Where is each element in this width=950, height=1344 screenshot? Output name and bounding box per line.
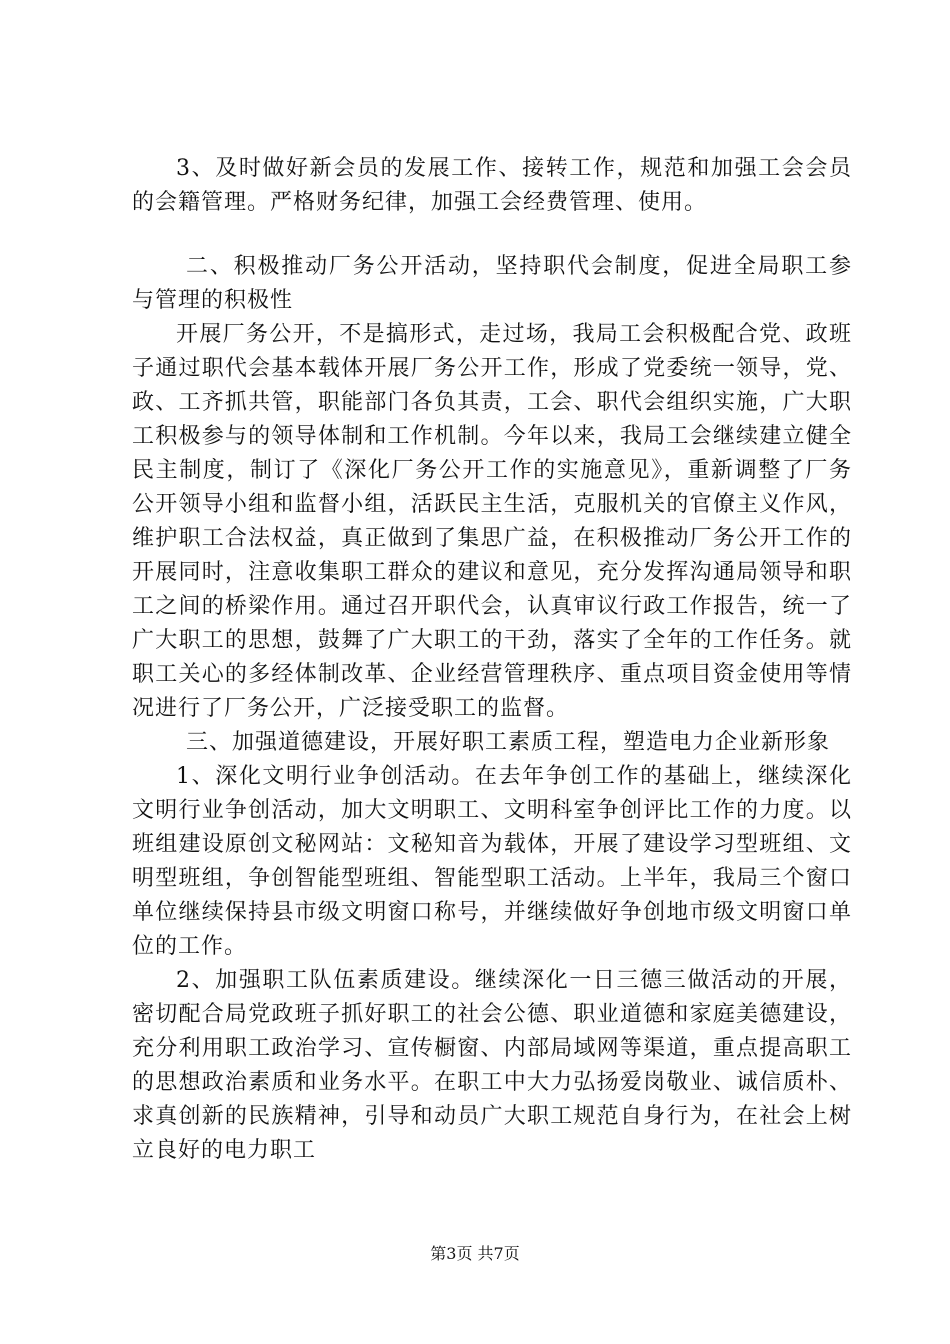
- paragraph-spacer: [132, 220, 852, 250]
- page-number-footer: 第3页 共7页: [430, 1244, 520, 1263]
- section-heading-factory-affairs: 二、积极推动厂务公开活动，坚持职代会制度，促进全局职工参与管理的积极性: [132, 254, 852, 313]
- section-heading-ethics: 三、加强道德建设，开展好职工素质工程，塑造电力企业新形象: [186, 730, 831, 755]
- paragraph-civilization-activity: 1、深化文明行业争创活动。在去年争创工作的基础上，继续深化文明行业争创活动，加大文明职工、文明科室争创评比工作的力度。以班组建设原创文秘网站：文秘知音为载体，开展了建设学习型班组、文明型班组，争创智能型班组、智能型职工活动。上半年，我局三个窗口单位继续保持县市级文明窗口称号，并继续做好争创地市级文明窗口单位的工作。: [132, 764, 852, 959]
- paragraph-membership-management: 3、及时做好新会员的发展工作、接转工作，规范和加强工会会员的会籍管理。严格财务纪律，加强工会经费管理、使用。: [132, 156, 852, 215]
- paragraph-factory-affairs: 开展厂务公开，不是搞形式，走过场，我局工会积极配合党、政班子通过职代会基本载体开展厂务公开工作，形成了党委统一领导，党、政、工齐抓共管，职能部门各负其责，工会、职代会组织实施，广大职工积极参与的领导体制和工作机制。今年以来，我局工会继续建立健全民主制度，制订了《深化厂务公开工作的实施意见》，重新调整了厂务公开领导小组和监督小组，活跃民主生活，克服机关的官僚主义作风，维护职工合法权益，真正做到了集思广益，在积极推动厂务公开工作的开展同时，注意收集职工群众的建议和意见，充分发挥沟通局领导和职工之间的桥梁作用。通过召开职代会，认真审议行政工作报告，统一了广大职工的思想，鼓舞了广大职工的干劲，落实了全年的工作任务。就职工关心的多经体制改革、企业经营管理秩序、重点项目资金使用等情况进行了厂务公开，广泛接受职工的监督。: [132, 322, 852, 721]
- paragraph-workforce-quality: 2、加强职工队伍素质建设。继续深化一日三德三做活动的开展，密切配合局党政班子抓好职工的社会公德、职业道德和家庭美德建设，充分利用职工政治学习、宣传橱窗、内部局域网等渠道，重点提高职工的思想政治素质和业务水平。在职工中大力弘扬爱岗敬业、诚信质朴、求真创新的民族精神，引导和动员广大职工规范自身行为，在社会上树立良好的电力职工: [132, 968, 852, 1163]
- document-body: [132, 152, 852, 1168]
